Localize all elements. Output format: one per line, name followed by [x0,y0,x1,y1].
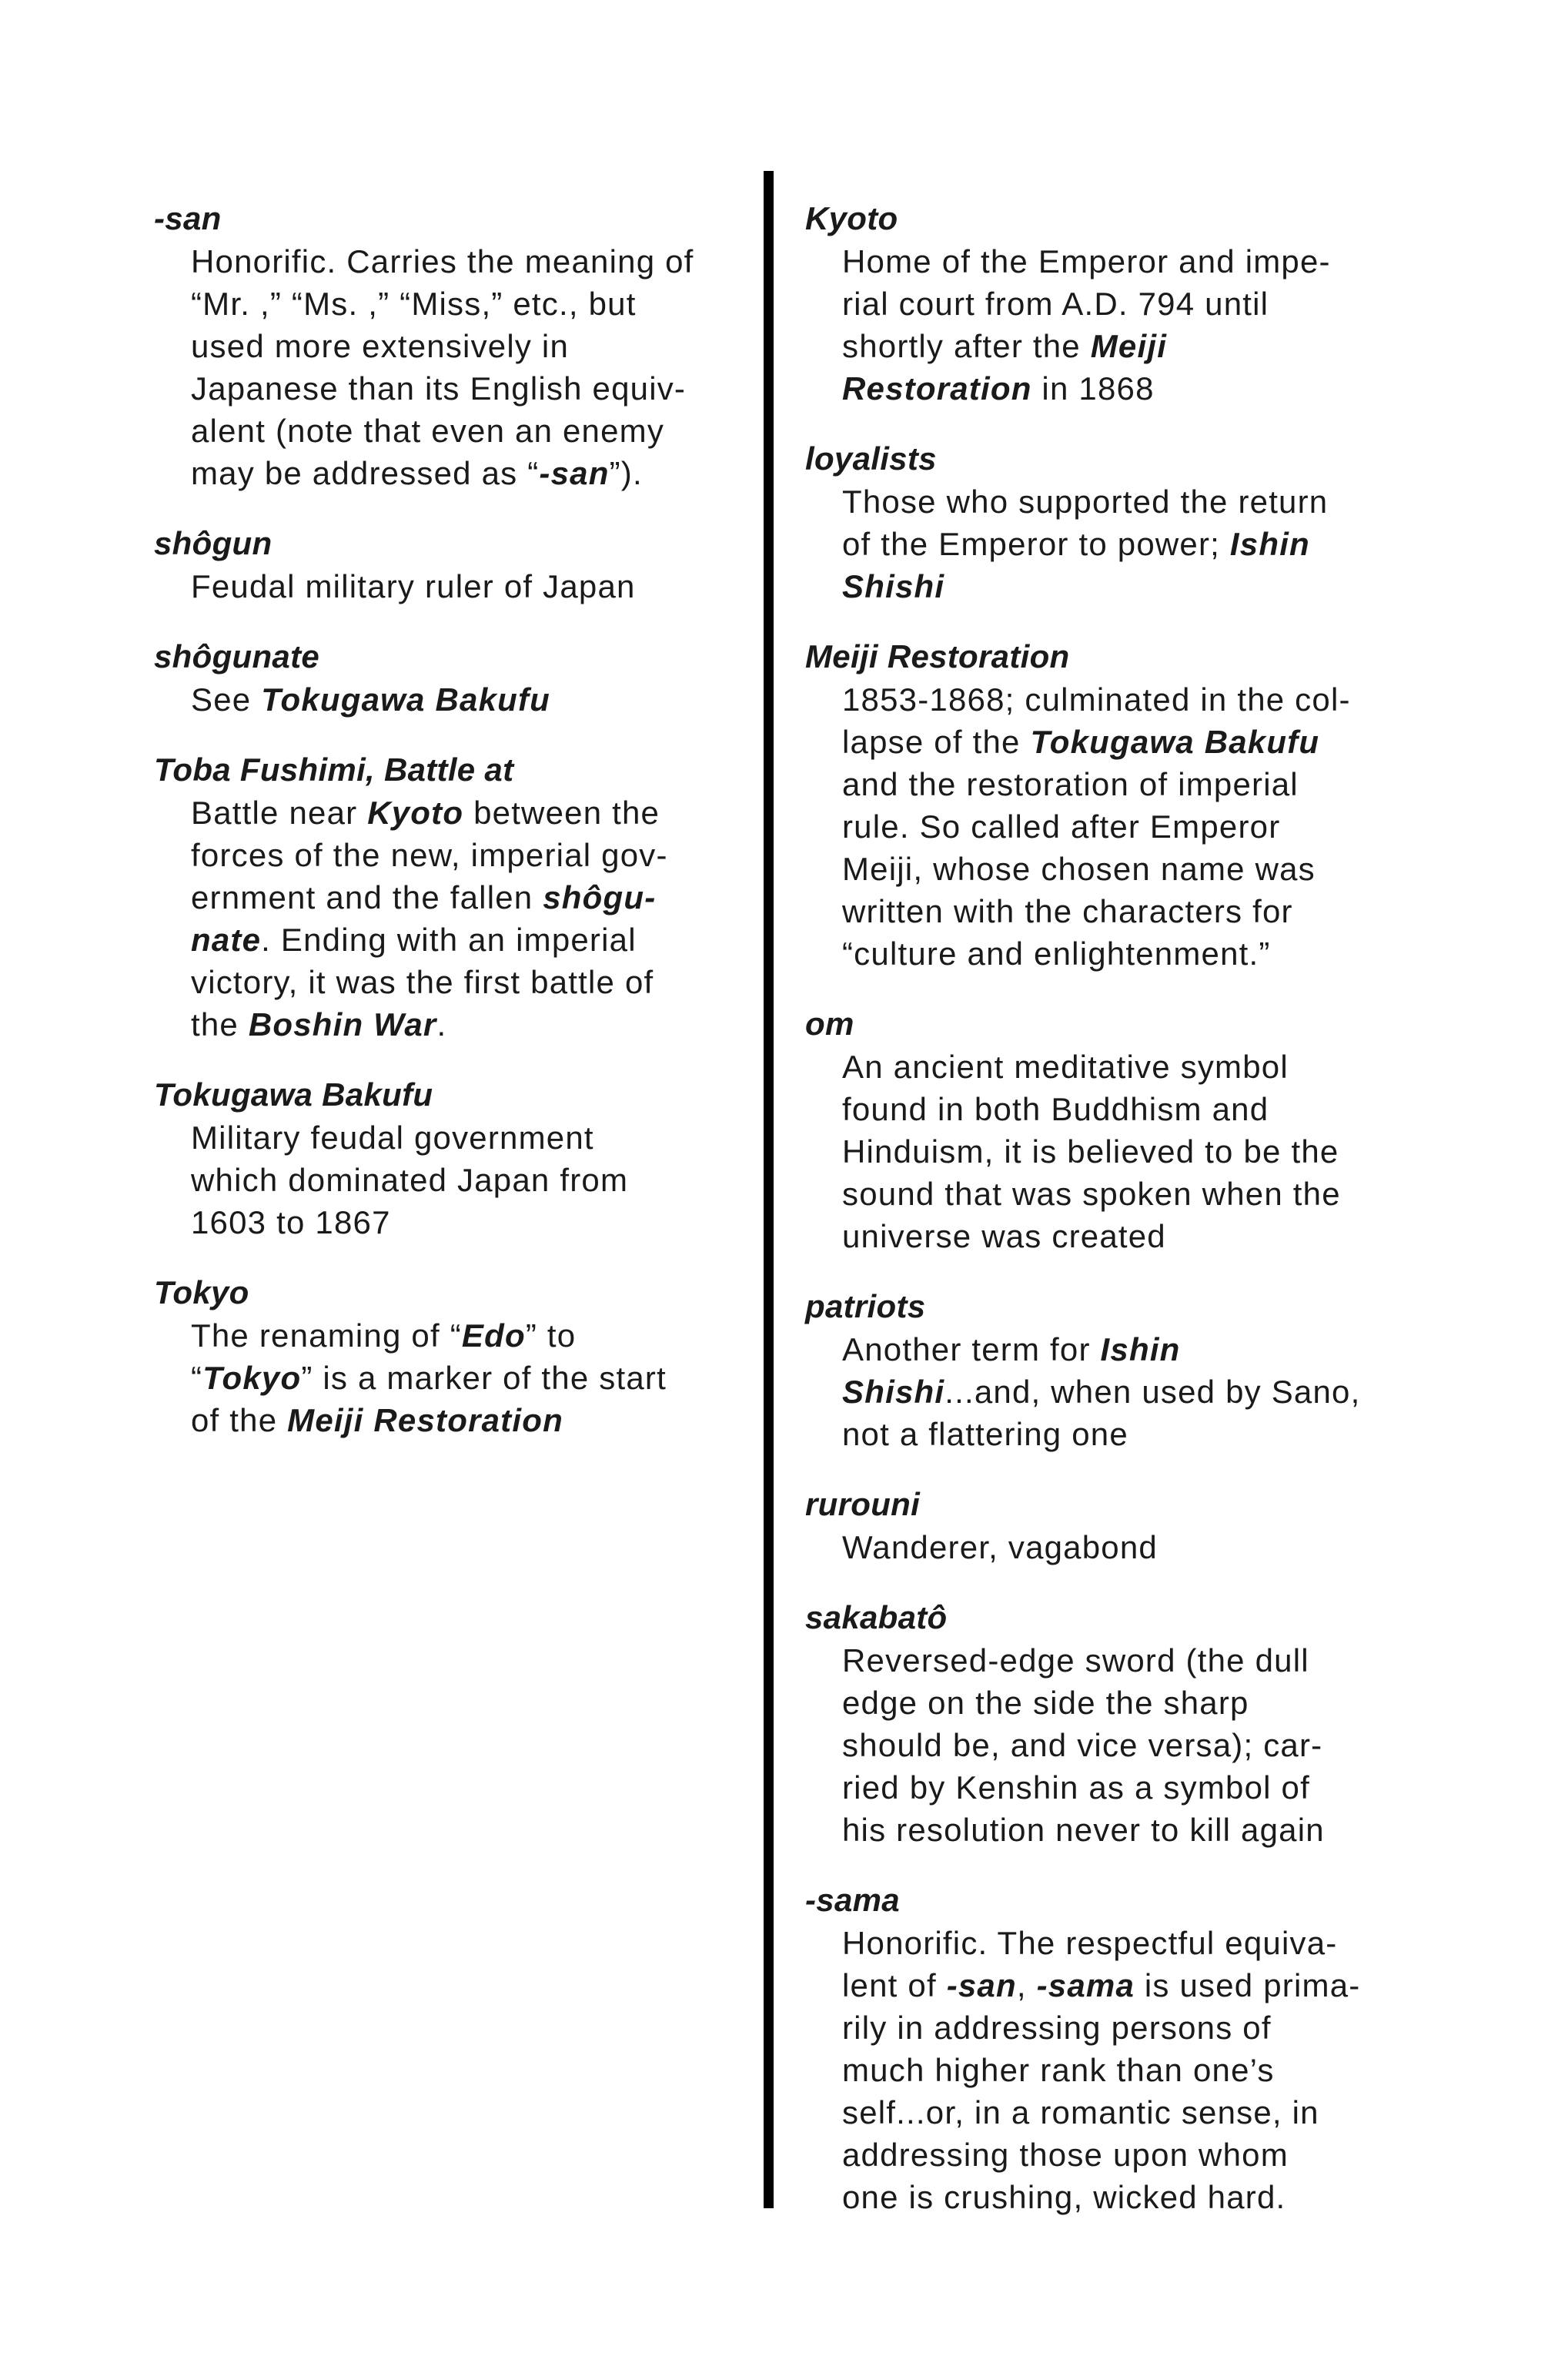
glossary-entry [154,1271,770,1441]
definition-text: . [436,1006,447,1043]
definition-line [191,1116,770,1159]
definition-text: between the [463,795,660,831]
glossary-term: -sama [805,1882,900,1918]
definition-text: of the Emperor to power; [842,526,1230,562]
glossary-definition [805,1639,1444,1851]
definition-text: sound that was spoken when the [842,1176,1341,1212]
definition-text: “ [191,1360,203,1396]
definition-text: rily in addressing persons of [842,2010,1272,2046]
definition-text: not a flattering one [842,1416,1128,1452]
definition-line [842,1371,1444,1413]
glossary-term: Tokugawa Bakufu [154,1076,433,1113]
glossary-definition [805,1046,1444,1257]
definition-text: self...or, in a romantic sense, in [842,2094,1319,2130]
glossary-term: loyalists [805,440,937,477]
glossary-definition [154,240,770,494]
glossary-entry [805,1285,1444,1455]
glossary-cross-reference: Meiji [1090,328,1168,364]
definition-text: An ancient meditative symbol [842,1049,1289,1085]
definition-line [842,932,1444,975]
glossary-cross-reference: -san [946,1967,1017,2003]
definition-text: universe was created [842,1218,1166,1254]
definition-line [191,1159,770,1201]
glossary-term: Kyoto [805,200,898,236]
glossary-term: shôgun [154,525,272,561]
glossary-left-column [154,197,770,1469]
definition-line [191,325,770,367]
glossary-definition [805,1922,1444,2218]
glossary-right-column [805,197,1444,2246]
definition-line [842,721,1444,763]
definition-text: ” to [525,1317,577,1354]
glossary-definition [805,678,1444,975]
definition-text: 1603 to 1867 [191,1204,391,1240]
definition-text: found in both Buddhism and [842,1091,1269,1127]
column-divider [764,171,774,2208]
glossary-term: patriots [805,1288,926,1324]
definition-text: shortly after the [842,328,1091,364]
definition-line [191,1357,770,1399]
definition-line [842,848,1444,890]
glossary-term: Meiji Restoration [805,638,1070,674]
definition-line [191,410,770,452]
definition-text: the [191,1006,249,1043]
definition-text: rule. So called after Emperor [842,808,1281,845]
definition-text: should be, and vice versa); car- [842,1727,1323,1763]
glossary-entry [805,635,1444,975]
glossary-cross-reference: Shishi [842,1374,945,1410]
definition-line [842,678,1444,721]
definition-line [842,2091,1444,2134]
definition-line [842,1173,1444,1215]
glossary-entry [154,197,770,494]
definition-text: and the restoration of imperial [842,766,1299,802]
definition-line [191,240,770,283]
definition-text: Meiji, whose chosen name was [842,851,1316,887]
definition-text: in 1868 [1031,370,1155,407]
definition-line [842,1413,1444,1455]
definition-line [842,1639,1444,1682]
definition-line [842,1682,1444,1724]
definition-text: Those who supported the return [842,484,1329,520]
glossary-definition [154,1116,770,1243]
definition-text: . Ending with an imperial [261,922,637,958]
glossary-cross-reference: -sama [1036,1967,1135,2003]
glossary-cross-reference: Tokyo [202,1360,302,1396]
glossary-entry [805,197,1444,410]
definition-text: Military feudal government [191,1120,594,1156]
definition-line [191,565,770,607]
definition-text: one is crushing, wicked hard. [842,2179,1286,2215]
definition-text: alent (note that even an enemy [191,413,665,449]
glossary-cross-reference: -san [539,455,610,491]
definition-line [842,2134,1444,2176]
glossary-cross-reference: Ishin [1100,1331,1181,1367]
glossary-definition [154,792,770,1046]
glossary-definition [805,240,1444,410]
definition-text: lapse of the [842,724,1031,760]
definition-line [842,480,1444,523]
definition-text: Another term for [842,1331,1101,1367]
definition-text: written with the characters for [842,893,1293,929]
definition-text: Wanderer, vagabond [842,1529,1158,1565]
glossary-definition [805,480,1444,607]
definition-text: his resolution never to kill again [842,1812,1325,1848]
glossary-entry [805,1879,1444,2218]
definition-line [191,876,770,919]
definition-text: may be addressed as “ [191,455,540,491]
definition-text: Feudal military ruler of Japan [191,568,636,604]
definition-line [842,1088,1444,1130]
definition-text: “culture and enlightenment.” [842,936,1271,972]
definition-line [842,890,1444,932]
definition-line [842,805,1444,848]
glossary-cross-reference: Meiji Restoration [287,1402,563,1438]
definition-text: ”). [609,455,643,491]
definition-text: which dominated Japan from [191,1162,629,1198]
glossary-cross-reference: Kyoto [367,795,464,831]
definition-line [191,1201,770,1243]
definition-text: rial court from A.D. 794 until [842,286,1269,322]
glossary-entry [805,1596,1444,1851]
definition-line [842,2007,1444,2049]
glossary-entry [154,1073,770,1243]
definition-text: Honorific. Carries the meaning of [191,243,694,279]
definition-text: of the [191,1402,288,1438]
glossary-entry [805,437,1444,607]
glossary-definition [805,1526,1444,1568]
glossary-definition [154,565,770,607]
glossary-definition [154,678,770,721]
definition-line [842,325,1444,367]
definition-text: ernment and the fallen [191,879,543,915]
definition-text: Honorific. The respectful equiva- [842,1925,1338,1961]
definition-line [842,283,1444,325]
definition-line [191,1314,770,1357]
definition-line [191,1399,770,1441]
definition-line [191,834,770,876]
glossary-entry [805,1002,1444,1257]
glossary-term: shôgunate [154,638,320,674]
definition-text: forces of the new, imperial gov- [191,837,668,873]
glossary-term: -san [154,200,222,236]
glossary-entry [154,748,770,1046]
glossary-definition [805,1328,1444,1455]
definition-text: , [1016,1967,1037,2003]
glossary-cross-reference: Tokugawa Bakufu [261,681,551,718]
glossary-term: sakabatô [805,1599,948,1635]
glossary-cross-reference: Boshin War [248,1006,437,1043]
definition-text: Battle near [191,795,368,831]
definition-line [842,1046,1444,1088]
glossary-term: Toba Fushimi, Battle at [154,751,514,788]
definition-line [842,1724,1444,1766]
definition-line [191,1003,770,1046]
definition-line [842,2049,1444,2091]
definition-text: See [191,681,262,718]
definition-line [191,367,770,410]
definition-text: edge on the side the sharp [842,1685,1249,1721]
definition-line [842,1766,1444,1809]
glossary-entry [154,635,770,721]
definition-text: ...and, when used by Sano, [944,1374,1361,1410]
glossary-cross-reference: nate [191,922,262,958]
definition-line [191,919,770,961]
definition-text: 1853-1868; culminated in the col- [842,681,1351,718]
glossary-entry [805,1483,1444,1568]
definition-line [191,961,770,1003]
glossary-cross-reference: Ishin [1229,526,1310,562]
definition-line [842,1526,1444,1568]
glossary-cross-reference: Shishi [842,568,945,604]
definition-text: ried by Kenshin as a symbol of [842,1769,1310,1806]
definition-line [842,240,1444,283]
definition-text: “Mr. ,” “Ms. ,” “Miss,” etc., but [191,286,637,322]
definition-line [842,1922,1444,1964]
definition-line [842,367,1444,410]
definition-line [842,1328,1444,1371]
glossary-term: rurouni [805,1486,921,1522]
definition-line [842,565,1444,607]
glossary-cross-reference: Tokugawa Bakufu [1030,724,1320,760]
definition-line [842,523,1444,565]
definition-text: lent of [842,1967,947,2003]
definition-text: Hinduism, it is believed to be the [842,1133,1339,1170]
definition-line [842,1809,1444,1851]
definition-line [191,452,770,494]
definition-text: Reversed-edge sword (the dull [842,1642,1309,1679]
definition-line [842,1130,1444,1173]
definition-line [842,1964,1444,2007]
glossary-cross-reference: Edo [461,1317,526,1354]
definition-text: much higher rank than one’s [842,2052,1275,2088]
glossary-cross-reference: shôgu- [543,879,657,915]
glossary-definition [154,1314,770,1441]
glossary-term: Tokyo [154,1274,249,1310]
definition-text: ” is a marker of the start [301,1360,667,1396]
definition-text: Home of the Emperor and impe- [842,243,1331,279]
definition-line [191,283,770,325]
definition-text: Japanese than its English equiv- [191,370,687,407]
definition-line [191,792,770,834]
definition-line [842,1215,1444,1257]
definition-text: is used prima- [1135,1967,1361,2003]
definition-line [842,763,1444,805]
glossary-cross-reference: Restoration [842,370,1032,407]
definition-text: victory, it was the first battle of [191,964,654,1000]
definition-line [191,678,770,721]
definition-line [842,2176,1444,2218]
glossary-entry [154,522,770,607]
definition-text: used more extensively in [191,328,570,364]
definition-text: The renaming of “ [191,1317,462,1354]
glossary-term: om [805,1006,854,1042]
definition-text: addressing those upon whom [842,2137,1289,2173]
